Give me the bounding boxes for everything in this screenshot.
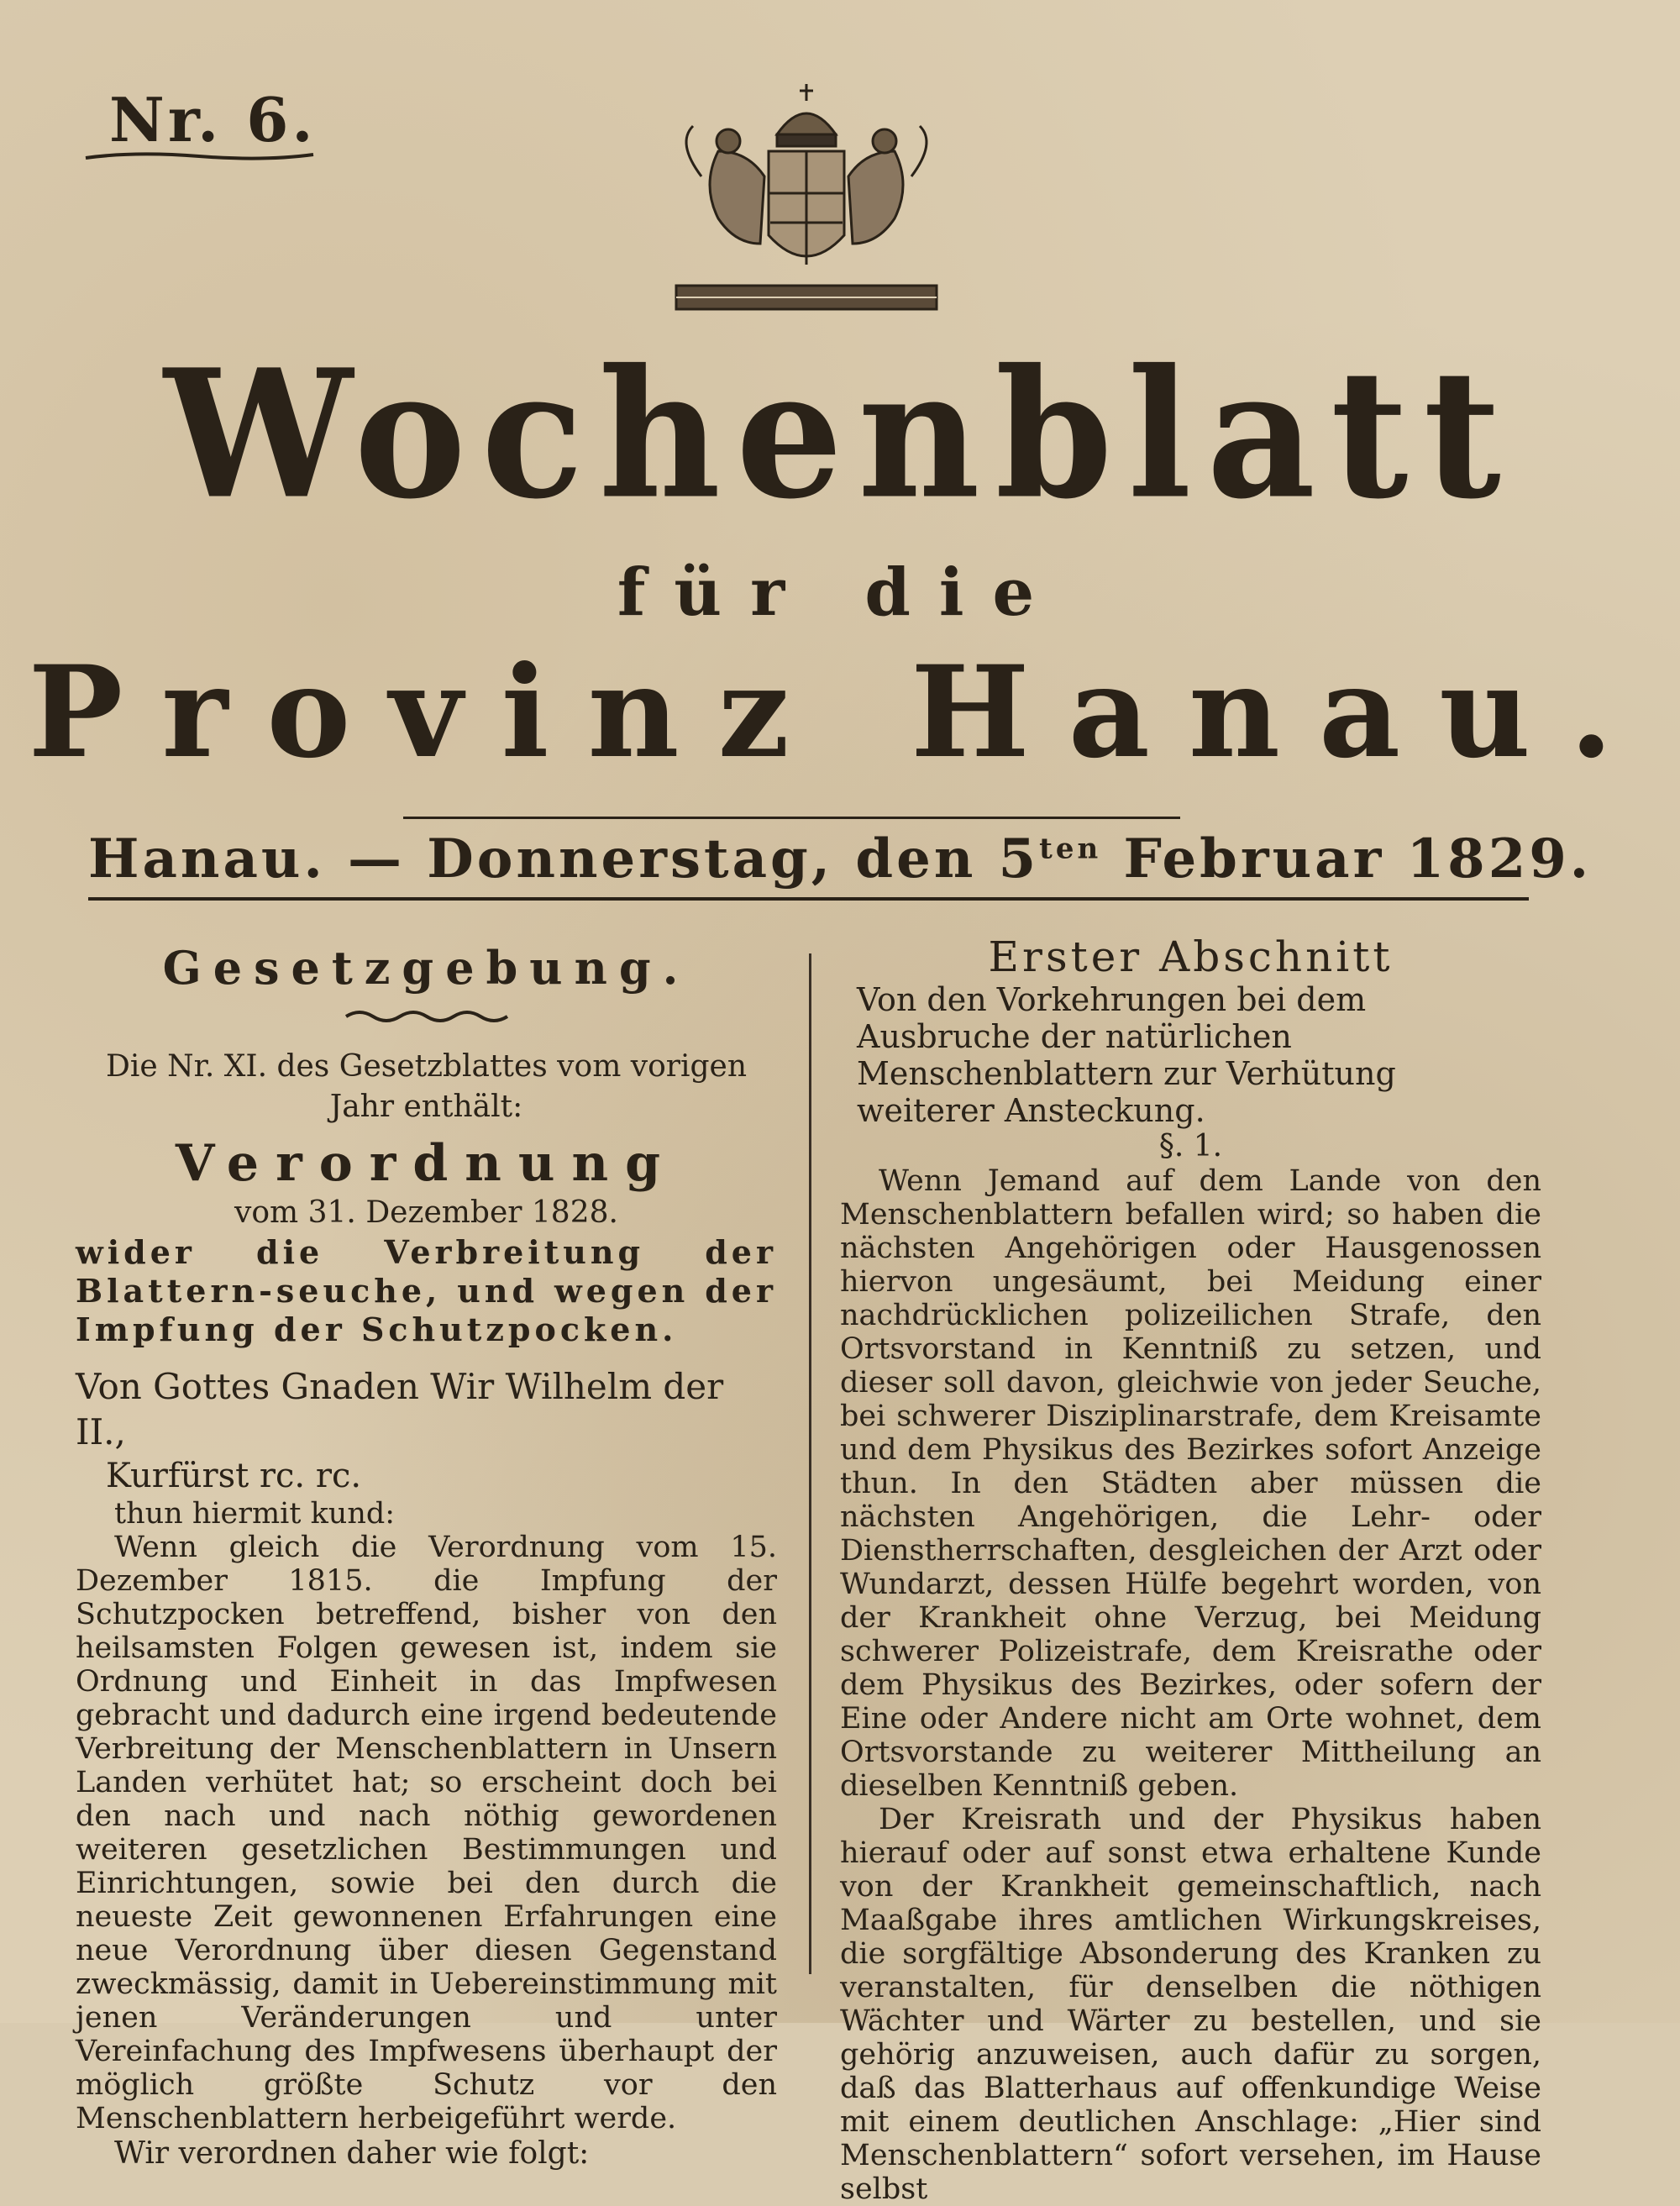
section-subtitle: Von den Vorkehrungen bei dem Ausbruche der natürlichen Menschenblattern zur Verhütung weiterer Ansteckung. bbox=[857, 981, 1396, 1129]
masthead-rule-long bbox=[88, 897, 1529, 901]
dateline-main: Hanau. — Donnerstag, den 5 bbox=[87, 827, 1040, 890]
proclamation: thun hiermit kund: bbox=[114, 1497, 396, 1531]
left-column bbox=[76, 932, 777, 2172]
preamble-line-2: Kurfürst rc. rc. bbox=[106, 1457, 362, 1495]
column-divider bbox=[809, 953, 811, 1974]
masthead-rule-short bbox=[403, 817, 1180, 819]
ordinance-subject: wider die Verbreitung der Blattern-seuche, und wegen der Impfung der Schutzpocken. bbox=[76, 1233, 777, 1348]
issue-number: Nr. 6. bbox=[109, 84, 317, 155]
masthead-province: Provinz Hanau. bbox=[28, 638, 1652, 786]
preamble-line-1: Von Gottes Gnaden Wir Wilhelm der II., bbox=[76, 1366, 724, 1452]
ordinance-heading: Verordnung bbox=[175, 1134, 678, 1193]
issue-underline-ornament bbox=[84, 150, 315, 163]
dateline-month-year: Februar 1829. bbox=[1101, 827, 1593, 890]
dateline bbox=[0, 827, 1680, 890]
paragraph-2: Der Kreisrath und der Physikus haben hierauf oder auf sonst etwa erhaltene Kunde von der Krankheit gemeinschaftlich, nach Maaßgabe ihres amtlichen Wirkungskreises, die sorgfältige Absonderung des Kranken zu veranstalten, für denselben die nöthigen Wächter und Wärter zu bestellen, und sie gehörig anzuweisen, auch dafür zu sorgen, daß das Blatterhaus auf offenkundige Weise mit einem deutlichen Anschlage: „Hier sind Menschenblattern“ sofort versehen, im Hause selbst bbox=[840, 1803, 1541, 2206]
masthead-subtitle: für die bbox=[617, 554, 1063, 631]
right-column bbox=[840, 932, 1541, 2206]
paragraph-1: Wenn Jemand auf dem Lande von den Menschenblattern befallen wird; so haben die nächsten Angehörigen oder Hausgenossen hiervon ungesäumt, bei Meidung einer nachdrücklichen polizeilichen Strafe, den Ortsvorstand in Kenntniß zu setzen, und dieser soll davon, gleichwie von jeder Seuche, bei schwerer Disziplinarstrafe, dem Kreisamte und dem Physikus des Bezirkes sofort Anzeige thun. In den Städten aber müssen die nächsten Angehörigen, die Lehr- oder Dienstherrschaften, desgleichen der Arzt oder Wundarzt, dessen Hülfe begehrt worden, von der Krankheit ohne Verzug, bei Meidung schwerer Polizeistrafe, dem Kreisrathe oder dem Physikus des Bezirkes, oder sofern der Eine oder Andere nicht am Orte wohnet, dem Ortsvorstande zu weiterer Mittheilung an dieselben Kenntniß geben. bbox=[840, 1164, 1541, 1803]
ordinance-body: Wenn gleich die Verordnung vom 15. Dezember 1815. die Impfung der Schutzpocken betreffend, bisher von den heilsamsten Folgen gewesen ist, indem sie Ordnung und Einheit in das Impfwesen gebracht und dadurch eine irgend bedeutende Verbreitung der Menschenblattern in Unsern Landen verhütet hat; so erscheint doch bei den nach und nach nöthig gewordenen weiteren gesetzlichen Bestimmungen und Einrichtungen, sowie bei den durch die neueste Zeit gewonnenen Erfahrungen eine neue Verordnung über diesen Gegenstand zweckmässig, damit in Uebereinstimmung mit jenen Veränderungen und unter Vereinfachung des Impfwesens überhaupt der möglich größte Schutz vor den Menschenblattern herbeigeführt werde. bbox=[76, 1531, 777, 2135]
ordinance-date: vom 31. Dezember 1828. bbox=[234, 1195, 618, 1230]
section-heading-first: Erster Abschnitt bbox=[988, 932, 1394, 981]
ordinance-closing: Wir verordnen daher wie folgt: bbox=[114, 2136, 590, 2171]
coat-of-arms-icon bbox=[668, 76, 945, 319]
dateline-ordinal: ten bbox=[1039, 832, 1102, 866]
ornament-swash-icon bbox=[343, 1006, 511, 1025]
intro-text: Die Nr. XI. des Gesetzblattes vom vorigen Jahr enthält: bbox=[105, 1049, 748, 1124]
section-heading-legislation: Gesetzgebung. bbox=[162, 941, 690, 995]
masthead-title: Wochenblatt bbox=[164, 331, 1516, 538]
paragraph-sign: §. 1. bbox=[1158, 1129, 1223, 1163]
